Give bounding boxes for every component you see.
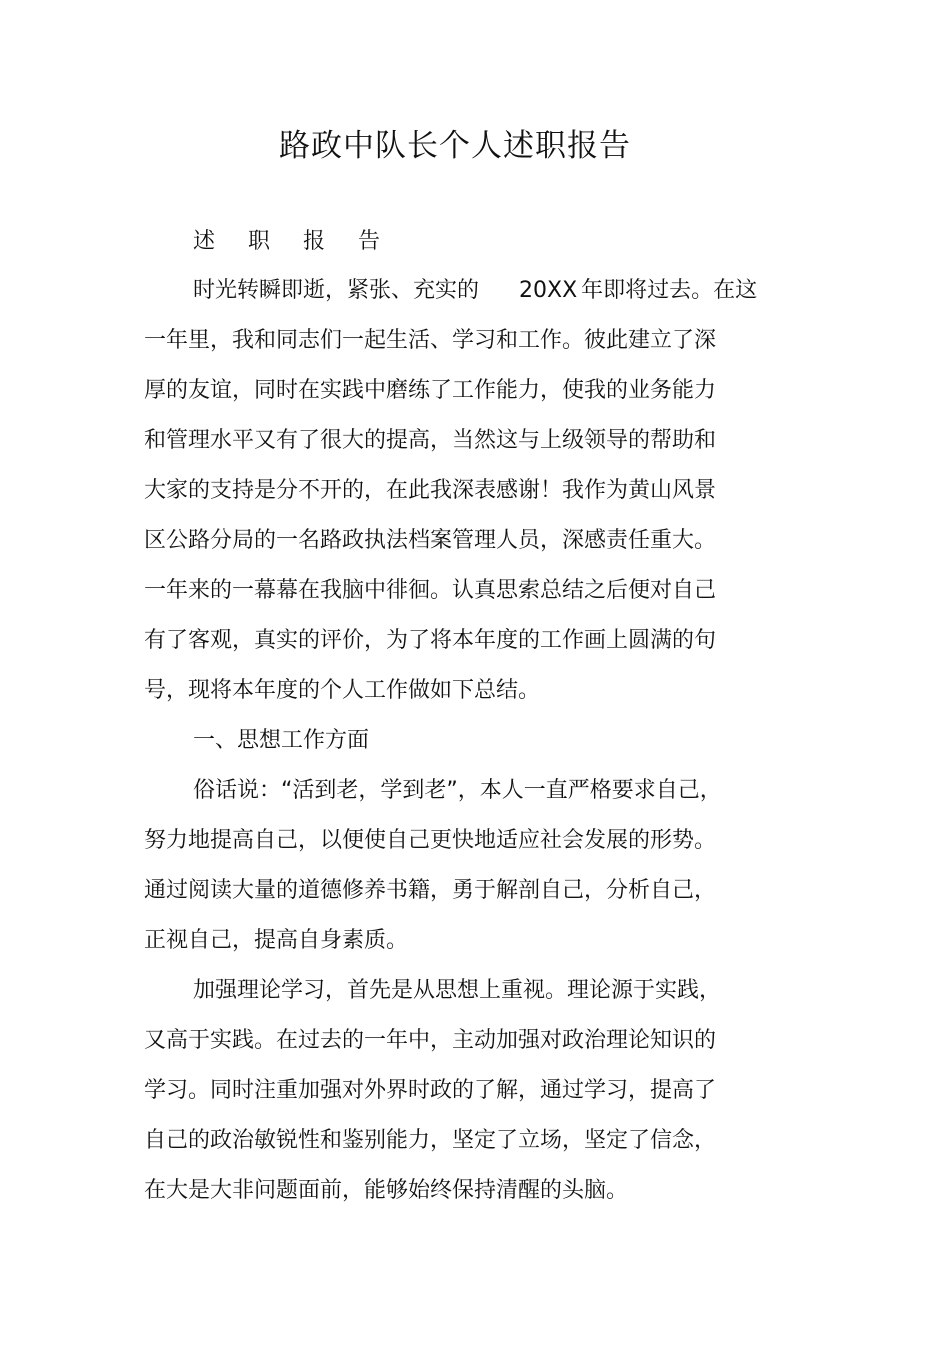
paragraph-line: 区公路分局的一名路政执法档案管理人员，深感责任重大。: [144, 528, 717, 553]
year-text: 20XX: [519, 278, 578, 303]
paragraph-line: 在大是大非问题面前，能够始终保持清醒的头脑。: [144, 1178, 629, 1203]
paragraph-1-first-line: [193, 276, 757, 306]
paragraph-line: 自己的政治敏锐性和鉴别能力，坚定了立场，坚定了信念，: [144, 1128, 717, 1153]
paragraph-line: 学习。同时注重加强对外界时政的了解，通过学习，提高了: [144, 1078, 717, 1103]
document-title: 路政中队长个人述职报告: [279, 128, 631, 164]
paragraph-line: 和管理水平又有了很大的提高，当然这与上级领导的帮助和: [144, 428, 717, 453]
paragraph-line: 号，现将本年度的个人工作做如下总结。: [144, 678, 541, 703]
paragraph-2-first-line: 俗话说：“活到老，学到老”，本人一直严格要求自己，: [193, 778, 722, 803]
paragraph-line: 又高于实践。在过去的一年中，主动加强对政治理论知识的: [144, 1028, 717, 1053]
paragraph-line: 一年里，我和同志们一起生活、学习和工作。彼此建立了深: [144, 328, 717, 353]
paragraph-line: 厚的友谊，同时在实践中磨练了工作能力，使我的业务能力: [144, 378, 717, 403]
paragraph-line: 有了客观，真实的评价，为了将本年度的工作画上圆满的句: [144, 628, 717, 653]
subheading: 述 职 报 告: [193, 229, 393, 254]
paragraph-line: 通过阅读大量的道德修养书籍，勇于解剖自己，分析自己，: [144, 878, 717, 903]
paragraph-line: 大家的支持是分不开的，在此我深表感谢！我作为黄山风景: [144, 478, 717, 503]
paragraph-line: 正视自己，提高自身素质。: [144, 928, 409, 953]
paragraph-line: 一年来的一幕幕在我脑中徘徊。认真思索总结之后便对自己: [144, 578, 717, 603]
paragraph-1-text-b: 年即将过去。在这: [581, 278, 758, 303]
paragraph-1-text-a: 时光转瞬即逝，紧张、充实的: [193, 278, 480, 303]
paragraph-line: 努力地提高自己，以便使自己更快地适应社会发展的形势。: [144, 828, 717, 853]
section-heading: 一、思想工作方面: [193, 728, 370, 753]
paragraph-3-first-line: 加强理论学习，首先是从思想上重视。理论源于实践，: [193, 978, 722, 1003]
